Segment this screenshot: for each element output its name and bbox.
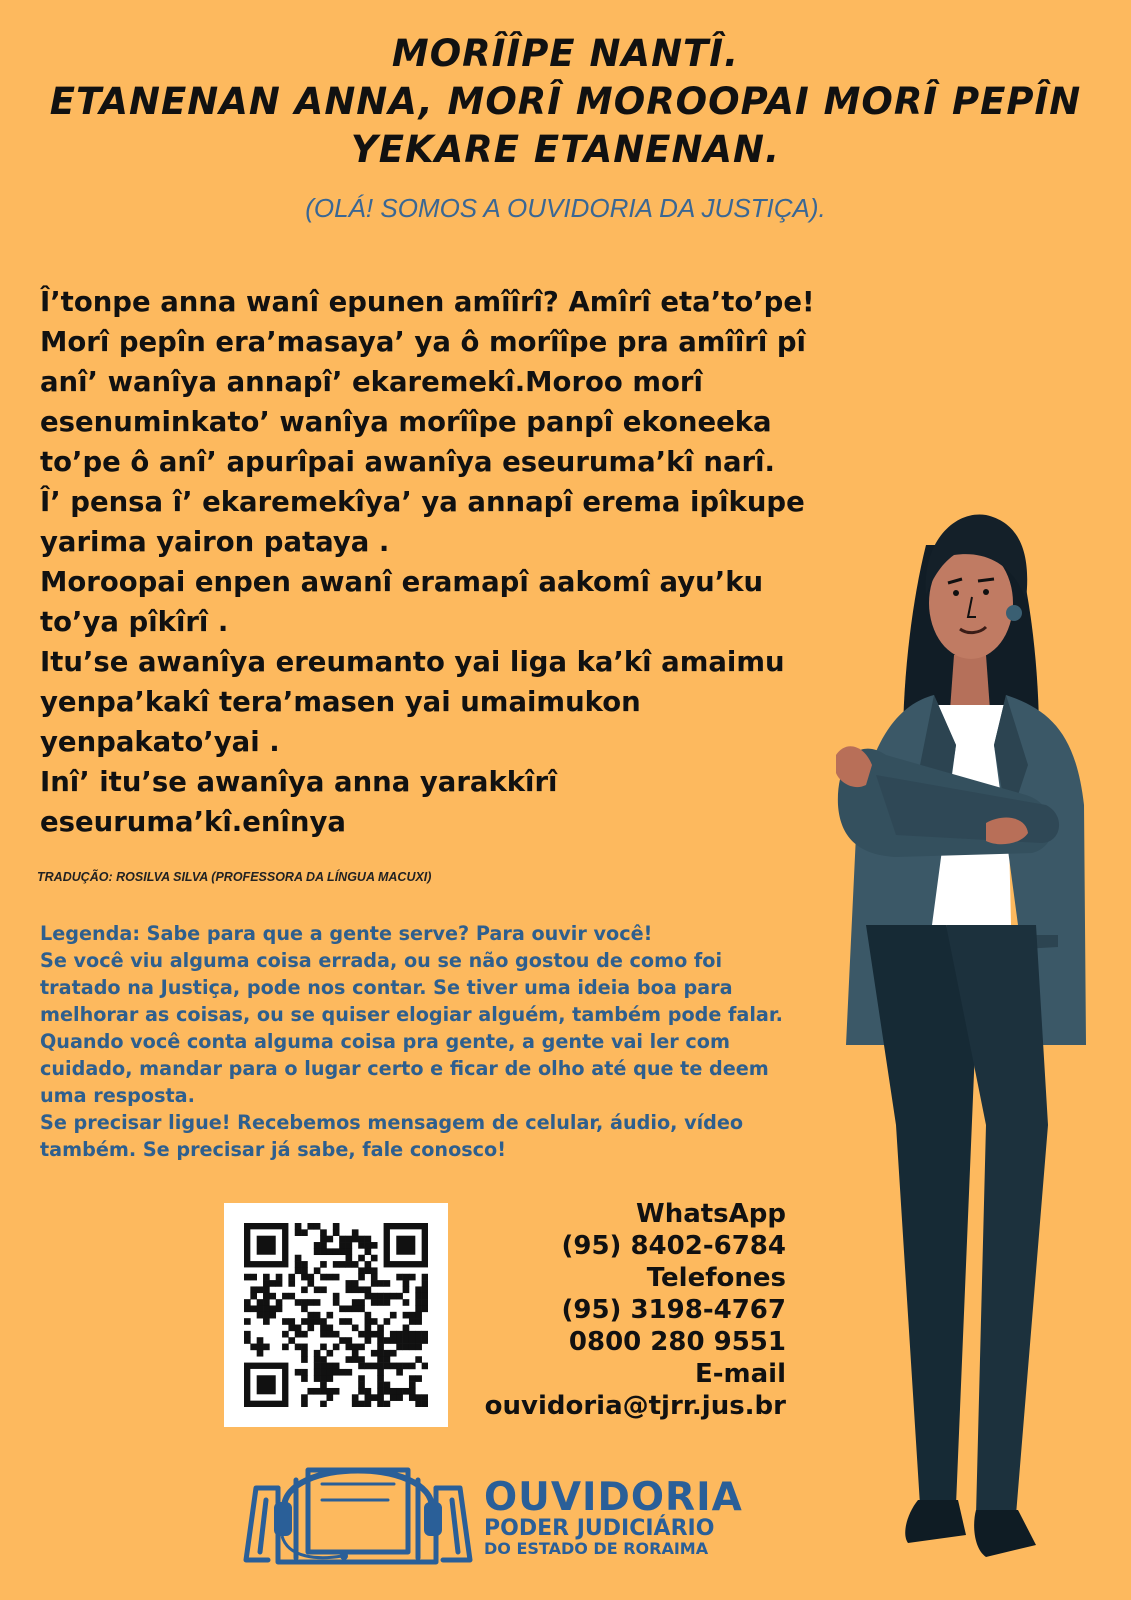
body-line: yarima yairon pataya .	[40, 526, 390, 558]
email-address[interactable]: ouvidoria@tjrr.jus.br	[484, 1391, 786, 1421]
macuxi-body-text	[40, 282, 890, 842]
legend-line: Se precisar ligue! Recebemos mensagem de celular, áudio, vídeo	[40, 1111, 744, 1134]
legend-line: melhorar as coisas, ou se quiser elogiar alguém, também pode falar.	[40, 1003, 783, 1026]
body-line: anî’ wanîya annapî’ ekaremekî.Moroo morî	[40, 366, 703, 398]
body-line: Itu’se awanîya ereumanto yai liga ka’kî amaimu	[40, 646, 785, 678]
logo-subtitle-2: DO ESTADO DE RORAIMA	[484, 1539, 709, 1558]
body-line: Inî’ itu’se awanîya anna yarakkîrî	[40, 766, 558, 798]
legend-line: Quando você conta alguma coisa pra gente, a gente vai ler com	[40, 1030, 730, 1053]
ouvidoria-headset-logo-icon	[238, 1440, 478, 1565]
body-line: to’ya pîkîrî .	[40, 606, 229, 638]
whatsapp-label: WhatsApp	[636, 1199, 786, 1229]
headline-line: MORÎÎPE NANTÎ.	[391, 32, 740, 75]
headline	[20, 30, 1111, 174]
body-line: Î’tonpe anna wanî epunen amîîrî? Amîrî eta’to’pe!	[40, 286, 815, 318]
body-line: yenpa’kakî tera’masen yai umaimukon	[40, 686, 641, 718]
legend-line: Se você viu alguma coisa errada, ou se não gostou de como foi	[40, 949, 723, 972]
headline-line: ETANENAN ANNA, MORÎ MOROOPAI MORÎ PEPÎN	[49, 80, 1082, 123]
phones-label: Telefones	[646, 1263, 786, 1293]
body-line: esenuminkato’ wanîya morîîpe panpî ekoneeka	[40, 406, 772, 438]
body-line: Moroopai enpen awanî eramapî aakomî ayu’ku	[40, 566, 764, 598]
phone-number[interactable]: 0800 280 9551	[568, 1327, 786, 1357]
headline-line: YEKARE ETANENAN.	[350, 128, 781, 171]
legend-line: Legenda: Sabe para que a gente serve? Para ouvir você!	[40, 922, 653, 945]
translator-credit: TRADUÇÃO: ROSILVA SILVA (PROFESSORA DA LÍNGUA MACUXI)	[37, 870, 432, 884]
logo-subtitle: PODER JUDICIÁRIO	[484, 1516, 715, 1541]
logo-title: OUVIDORIA	[484, 1475, 743, 1520]
qr-code[interactable]	[224, 1203, 448, 1427]
whatsapp-number[interactable]: (95) 8402-6784	[561, 1231, 786, 1261]
contact-info	[470, 1198, 786, 1422]
legend-line: cuidado, mandar para o lugar certo e ficar de olho até que te deem	[40, 1057, 769, 1080]
body-line: eseuruma’kî.enînya	[40, 806, 346, 838]
body-line: yenpakato’yai .	[40, 726, 280, 758]
qr-code-icon	[244, 1223, 428, 1407]
legend-line: tratado na Justiça, pode nos contar. Se tiver uma ideia boa para	[40, 976, 733, 999]
woman-illustration	[836, 505, 1106, 1565]
legend-line: também. Se precisar já sabe, fale conosco!	[40, 1138, 506, 1161]
body-line: to’pe ô anî’ apurîpai awanîya eseuruma’kî narî.	[40, 446, 775, 478]
body-line: Î’ pensa î’ ekaremekîya’ ya annapî erema ipîkupe	[40, 486, 805, 518]
phone-number[interactable]: (95) 3198-4767	[561, 1295, 786, 1325]
subtitle: (OLÁ! SOMOS A OUVIDORIA DA JUSTIÇA).	[305, 193, 826, 223]
legend-line: uma resposta.	[40, 1084, 195, 1107]
portuguese-legend	[40, 920, 860, 1163]
ouvidoria-logo	[484, 1475, 743, 1558]
body-line: Morî pepîn era’masaya’ ya ô morîîpe pra amîîrî pî	[40, 326, 806, 358]
email-label: E-mail	[694, 1359, 786, 1389]
